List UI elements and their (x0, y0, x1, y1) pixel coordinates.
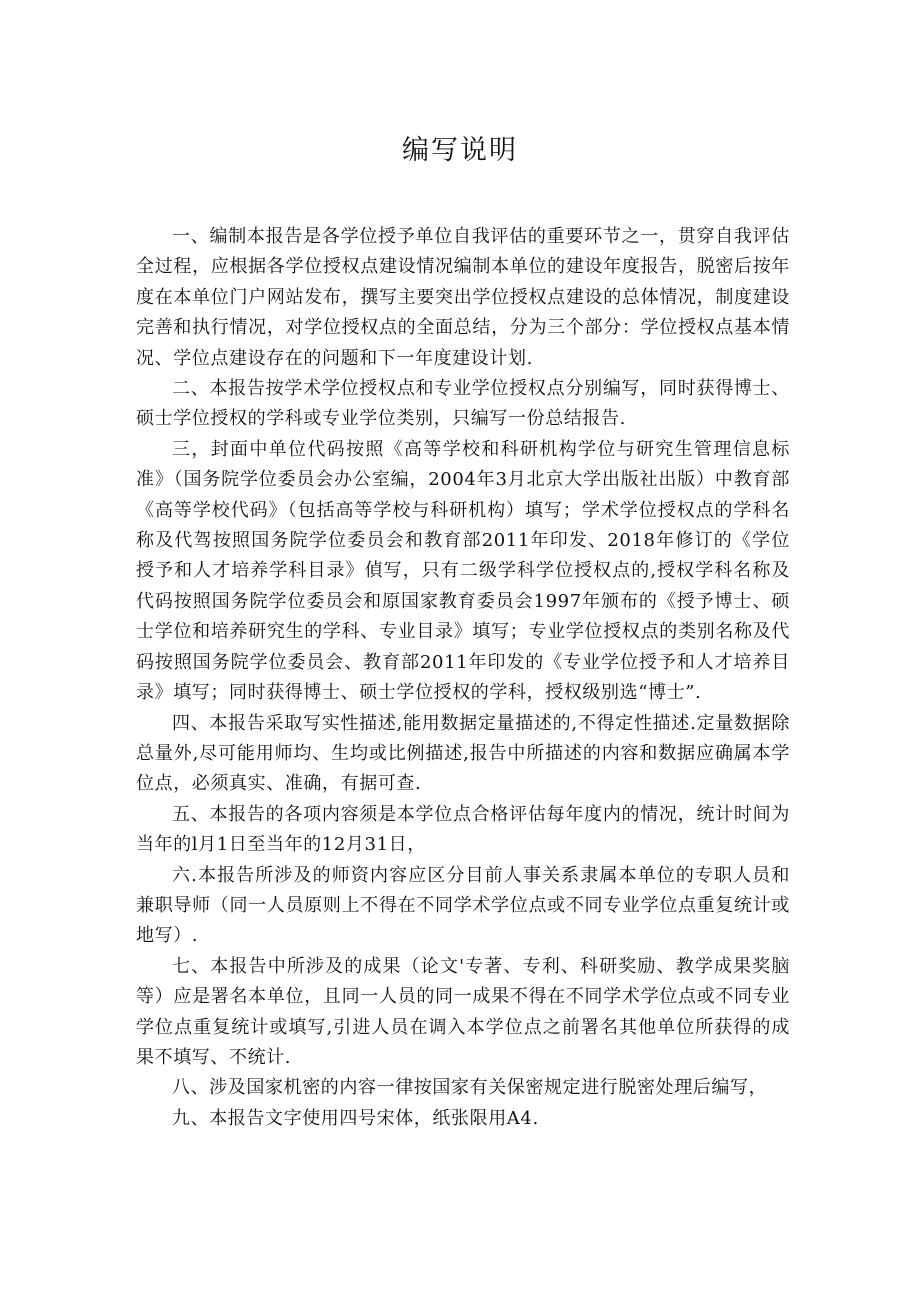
paragraph-7: 七、本报告中所涉及的成果（论文'专著、专利、科研奖励、教学成果奖脑等）应是署名本单位，且同一人员的同一成果不得在不同学术学位点或不同专业学位点重复统计或填写,引进人员在调入本学位点之前署名其他单位所获得的成果不填写、不统计. (136, 955, 790, 1068)
paragraph-3: 三，封面中单位代码按照《高等学校和科研机构学位与研究生管理信息标准》（国务院学位委员会办公室编，2004年3月北京大学出版社出版）中教育部《高等学校代码》（包括高等学校与科研机构）填写；学术学位授权点的学科名称及代驾按照国务院学位委员会和教育部2011年印发、2018年修订的《学位授予和人才培养学科目录》偵写，只有二级学科学位授权点的,授权学科名称及代码按照国务院学位委员会和原国家教育委员会1997年颁布的《授予博士、硕士学位和培养研究生的学科、专业目录》填写；专业学位授权点的类别名称及代码按照国务院学位委员会、教育部2011年印发的《专业学位授予和人才培养目录》填写；同时获得博士、硕士学位授权的学科，授权级别选“博士”. (136, 438, 790, 704)
paragraph-9: 九、本报告文字使用四号宋体，纸张限用A4. (172, 1107, 539, 1129)
paragraph-4: 四、本报告采取写实性描述,能用数据定量描述的,不得定性描述.定量数据除总量外,尽可能用师均、生均或比例描述,报告中所描述的内容和数据应确属本学位点，必须真实、准确，有据可查. (136, 712, 790, 795)
page-title: 编写说明 (402, 135, 518, 166)
paragraph-5: 五、本报告的各项内容须是本学位点合格评估每年度内的情况，统计时间为当年的l月1日至当年的12月31日， (136, 803, 790, 856)
paragraph-6: 六.本报告所涉及的师资内容应区分目前人事关系隶属本单位的专职人员和兼职导师（同一人员原则上不得在不同学术学位点或不同专业学位点重复统计或地写）. (136, 864, 790, 947)
paragraph-1: 一、编制本报告是各学位授予单位自我评估的重要环节之一，贯穿自我评估全过程，应根据各学位授权点建设情况编制本单位的建设年度报告，脱密后按年度在本单位门户网站发布，撰写主要突出学位授权点建设的总体情况，制度建设完善和执行情况，对学位授权点的全面总结，分为三个部分：学位授权点基本情况、学位点建设存在的问题和下一年度建设计划. (136, 226, 790, 369)
document-body (136, 222, 790, 1134)
paragraph-2: 二、本报告按学术学位授权点和专业学位授权点分别编写，同时获得博士、硕士学位授权的学科或专业学位类别，只编写一份总结报告. (136, 378, 790, 430)
paragraph-8: 八、涉及国家机密的内容一律按国家有关保密规定进行脱密处理后编写， (172, 1077, 768, 1099)
